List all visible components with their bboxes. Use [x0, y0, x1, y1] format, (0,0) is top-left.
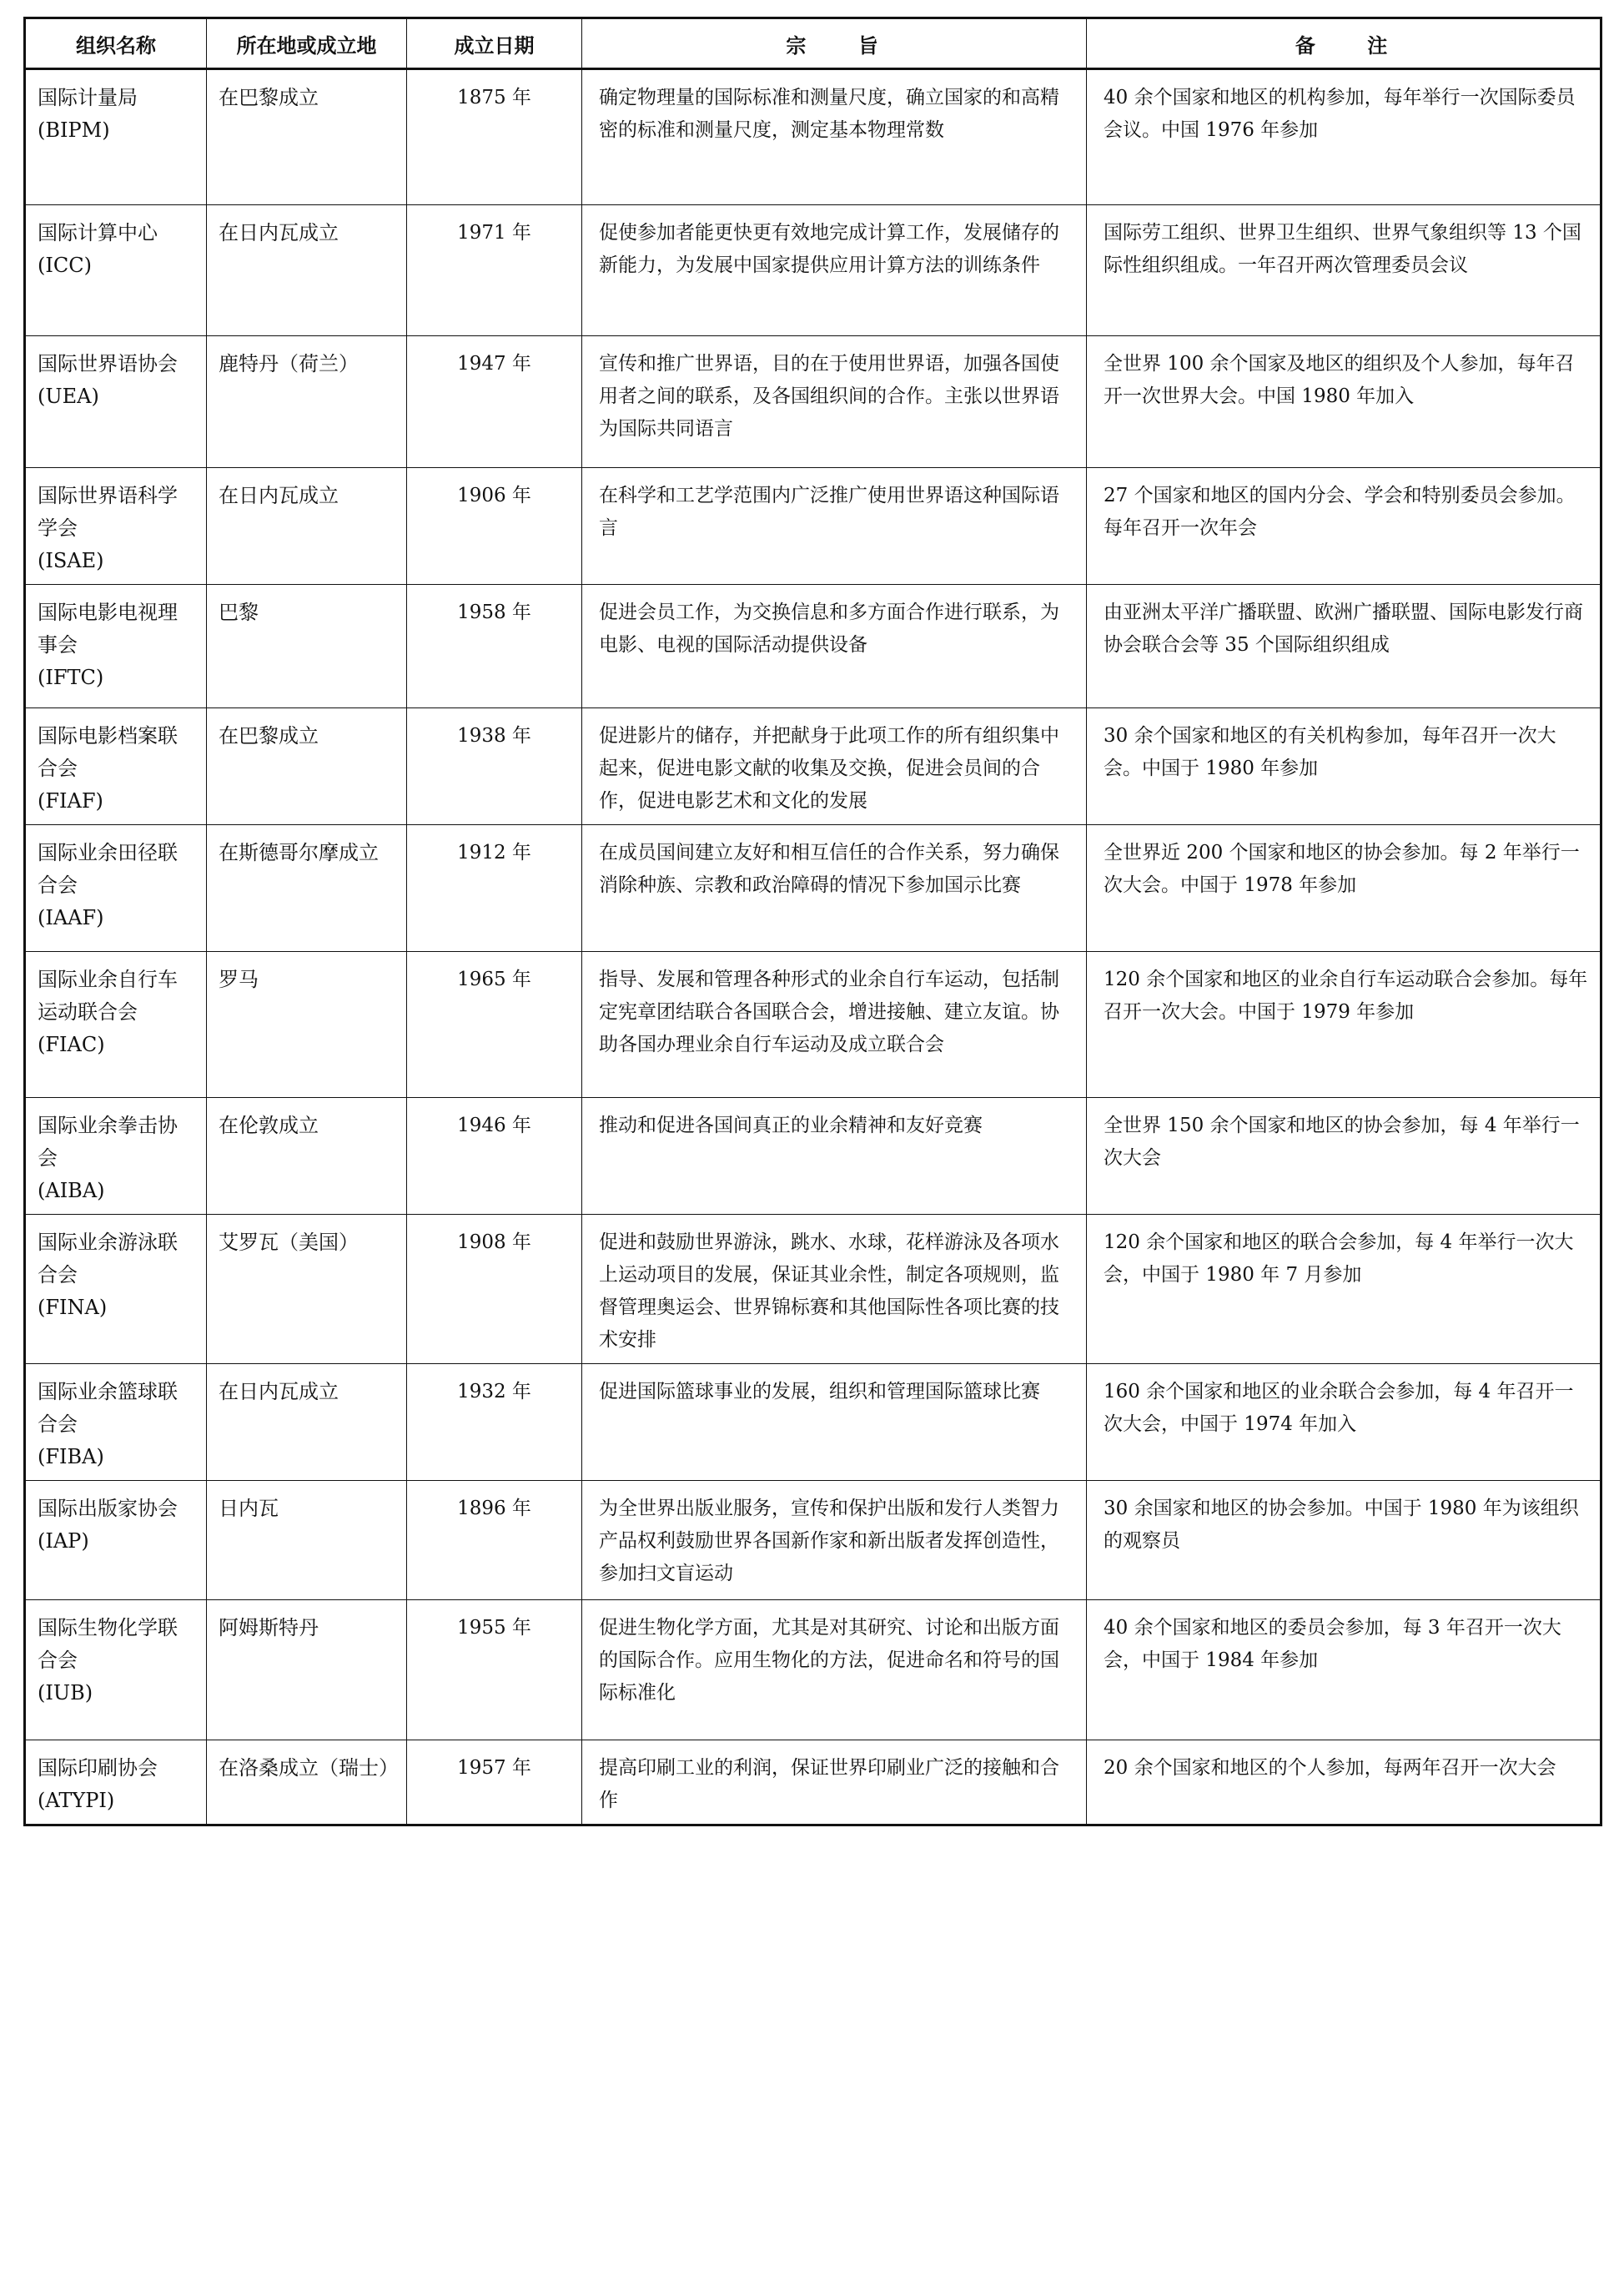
table-row: [25, 1364, 1601, 1481]
org-abbreviation: (IAP): [38, 1529, 89, 1553]
org-abbreviation: (FIAC): [38, 1033, 105, 1056]
org-name: 国际计算中心: [38, 221, 158, 244]
org-name-cell: [25, 1740, 207, 1825]
notes-cell: 30 余个国家和地区的有关机构参加，每年召开一次大会。中国于 1980 年参加: [1087, 708, 1601, 825]
purpose-cell: 在成员国间建立友好和相互信任的合作关系，努力确保消除种族、宗教和政治障碍的情况下参加国示比赛: [582, 825, 1087, 952]
org-abbreviation: (ISAE): [38, 549, 104, 572]
table-row: [25, 69, 1601, 205]
date-cell: 1957 年: [407, 1740, 582, 1825]
org-abbreviation: (AIBA): [38, 1179, 105, 1202]
header-date: 成立日期: [407, 18, 582, 69]
org-name-cell: [25, 468, 207, 585]
table-row: [25, 1098, 1601, 1215]
location-cell: 罗马: [207, 952, 407, 1098]
location-cell: 在日内瓦成立: [207, 468, 407, 585]
location-cell: 在巴黎成立: [207, 69, 407, 205]
table-row: [25, 952, 1601, 1098]
location-cell: 巴黎: [207, 585, 407, 708]
date-cell: 1965 年: [407, 952, 582, 1098]
org-abbreviation: (ICC): [38, 254, 92, 277]
location-cell: 阿姆斯特丹: [207, 1600, 407, 1740]
location-cell: 艾罗瓦（美国）: [207, 1215, 407, 1364]
org-name-cell: [25, 1215, 207, 1364]
org-name-cell: [25, 205, 207, 336]
org-abbreviation: (IAAF): [38, 906, 104, 929]
table-row: [25, 1215, 1601, 1364]
notes-cell: 40 余个国家和地区的委员会参加，每 3 年召开一次大会，中国于 1984 年参加: [1087, 1600, 1601, 1740]
date-cell: 1908 年: [407, 1215, 582, 1364]
location-cell: 在巴黎成立: [207, 708, 407, 825]
table-header-row: [25, 18, 1601, 69]
org-name-cell: [25, 708, 207, 825]
org-abbreviation: (FIAF): [38, 789, 103, 813]
table-row: [25, 585, 1601, 708]
table-row: [25, 468, 1601, 585]
purpose-cell: 促进和鼓励世界游泳，跳水、水球，花样游泳及各项水上运动项目的发展，保证其业余性，制定各项规则，监督管理奥运会、世界锦标赛和其他国际性各项比赛的技术安排: [582, 1215, 1087, 1364]
org-name: 国际印刷协会: [38, 1756, 158, 1780]
table-row: [25, 708, 1601, 825]
org-name-cell: [25, 952, 207, 1098]
location-cell: 在斯德哥尔摩成立: [207, 825, 407, 952]
org-name: 国际世界语协会: [38, 352, 178, 375]
date-cell: 1875 年: [407, 69, 582, 205]
purpose-cell: 推动和促进各国间真正的业余精神和友好竞赛: [582, 1098, 1087, 1215]
date-cell: 1912 年: [407, 825, 582, 952]
date-cell: 1955 年: [407, 1600, 582, 1740]
date-cell: 1971 年: [407, 205, 582, 336]
org-abbreviation: (FIBA): [38, 1445, 104, 1468]
header-notes: 备 注: [1087, 18, 1601, 69]
purpose-cell: 提高印刷工业的利润，保证世界印刷业广泛的接触和合作: [582, 1740, 1087, 1825]
org-name-cell: [25, 825, 207, 952]
org-abbreviation: (BIPM): [38, 118, 110, 142]
notes-cell: 国际劳工组织、世界卫生组织、世界气象组织等 13 个国际性组织组成。一年召开两次管理委员会议: [1087, 205, 1601, 336]
notes-cell: 40 余个国家和地区的机构参加，每年举行一次国际委员会议。中国 1976 年参加: [1087, 69, 1601, 205]
org-name-cell: [25, 585, 207, 708]
org-name-cell: [25, 1364, 207, 1481]
header-org-name: 组织名称: [25, 18, 207, 69]
org-abbreviation: (ATYPI): [38, 1789, 115, 1812]
table-row: [25, 1600, 1601, 1740]
purpose-cell: 促使参加者能更快更有效地完成计算工作，发展储存的新能力，为发展中国家提供应用计算方法的训练条件: [582, 205, 1087, 336]
table-row: [25, 1481, 1601, 1600]
date-cell: 1896 年: [407, 1481, 582, 1600]
notes-cell: 27 个国家和地区的国内分会、学会和特别委员会参加。每年召开一次年会: [1087, 468, 1601, 585]
table-row: [25, 1740, 1601, 1825]
notes-cell: 全世界 100 余个国家及地区的组织及个人参加，每年召开一次世界大会。中国 1980 年加入: [1087, 336, 1601, 468]
location-cell: 日内瓦: [207, 1481, 407, 1600]
table-row: [25, 825, 1601, 952]
org-name: 国际生物化学联合会: [38, 1616, 178, 1672]
notes-cell: 120 余个国家和地区的业余自行车运动联合会参加。每年召开一次大会。中国于 1979 年参加: [1087, 952, 1601, 1098]
purpose-cell: 宣传和推广世界语，目的在于使用世界语，加强各国使用者之间的联系，及各国组织间的合作。主张以世界语为国际共同语言: [582, 336, 1087, 468]
org-name: 国际计量局: [38, 86, 138, 109]
location-cell: 鹿特丹（荷兰）: [207, 336, 407, 468]
org-abbreviation: (IUB): [38, 1681, 93, 1704]
purpose-cell: 促进生物化学方面，尤其是对其研究、讨论和出版方面的国际合作。应用生物化的方法，促进命名和符号的国际标准化: [582, 1600, 1087, 1740]
notes-cell: 160 余个国家和地区的业余联合会参加，每 4 年召开一次大会，中国于 1974 年加入: [1087, 1364, 1601, 1481]
org-name: 国际业余游泳联合会: [38, 1231, 178, 1287]
org-name: 国际业余自行车运动联合会: [38, 968, 178, 1024]
header-location: 所在地或成立地: [207, 18, 407, 69]
location-cell: 在洛桑成立（瑞士）: [207, 1740, 407, 1825]
purpose-cell: 为全世界出版业服务，宣传和保护出版和发行人类智力产品权利鼓励世界各国新作家和新出版者发挥创造性，参加扫文盲运动: [582, 1481, 1087, 1600]
location-cell: 在伦敦成立: [207, 1098, 407, 1215]
org-name: 国际电影电视理事会: [38, 601, 178, 657]
org-name: 国际业余田径联合会: [38, 841, 178, 897]
notes-cell: 30 余国家和地区的协会参加。中国于 1980 年为该组织的观察员: [1087, 1481, 1601, 1600]
notes-cell: 全世界近 200 个国家和地区的协会参加。每 2 年举行一次大会。中国于 1978 年参加: [1087, 825, 1601, 952]
location-cell: 在日内瓦成立: [207, 205, 407, 336]
org-name: 国际电影档案联合会: [38, 724, 178, 780]
org-name-cell: [25, 69, 207, 205]
org-abbreviation: (IFTC): [38, 666, 104, 689]
date-cell: 1932 年: [407, 1364, 582, 1481]
date-cell: 1906 年: [407, 468, 582, 585]
org-name-cell: [25, 1600, 207, 1740]
purpose-cell: 确定物理量的国际标准和测量尺度，确立国家的和高精密的标准和测量尺度，测定基本物理常数: [582, 69, 1087, 205]
purpose-cell: 在科学和工艺学范围内广泛推广使用世界语这种国际语言: [582, 468, 1087, 585]
purpose-cell: 促进会员工作，为交换信息和多方面合作进行联系，为电影、电视的国际活动提供设备: [582, 585, 1087, 708]
date-cell: 1947 年: [407, 336, 582, 468]
date-cell: 1938 年: [407, 708, 582, 825]
header-purpose: 宗 旨: [582, 18, 1087, 69]
org-name-cell: [25, 336, 207, 468]
table-row: [25, 336, 1601, 468]
purpose-cell: 指导、发展和管理各种形式的业余自行车运动，包括制定宪章团结联合各国联合会，增进接触、建立友谊。协助各国办理业余自行车运动及成立联合会: [582, 952, 1087, 1098]
purpose-cell: 促进国际篮球事业的发展，组织和管理国际篮球比赛: [582, 1364, 1087, 1481]
table-body: [25, 69, 1601, 1825]
notes-cell: 120 余个国家和地区的联合会参加，每 4 年举行一次大会，中国于 1980 年 7 月参加: [1087, 1215, 1601, 1364]
notes-cell: 20 余个国家和地区的个人参加，每两年召开一次大会: [1087, 1740, 1601, 1825]
org-name: 国际业余篮球联合会: [38, 1380, 178, 1436]
organizations-table: [23, 17, 1602, 1826]
table-row: [25, 205, 1601, 336]
date-cell: 1946 年: [407, 1098, 582, 1215]
org-name-cell: [25, 1481, 207, 1600]
location-cell: 在日内瓦成立: [207, 1364, 407, 1481]
notes-cell: 由亚洲太平洋广播联盟、欧洲广播联盟、国际电影发行商协会联合会等 35 个国际组织组成: [1087, 585, 1601, 708]
date-cell: 1958 年: [407, 585, 582, 708]
org-abbreviation: (FINA): [38, 1296, 108, 1319]
purpose-cell: 促进影片的储存，并把献身于此项工作的所有组织集中起来，促进电影文献的收集及交换，促进会员间的合作，促进电影艺术和文化的发展: [582, 708, 1087, 825]
document-page: [23, 17, 1600, 2261]
org-name: 国际业余拳击协会: [38, 1114, 178, 1170]
org-name: 国际世界语科学学会: [38, 484, 178, 540]
org-name: 国际出版家协会: [38, 1497, 178, 1520]
notes-cell: 全世界 150 余个国家和地区的协会参加，每 4 年举行一次大会: [1087, 1098, 1601, 1215]
org-abbreviation: (UEA): [38, 385, 99, 408]
org-name-cell: [25, 1098, 207, 1215]
